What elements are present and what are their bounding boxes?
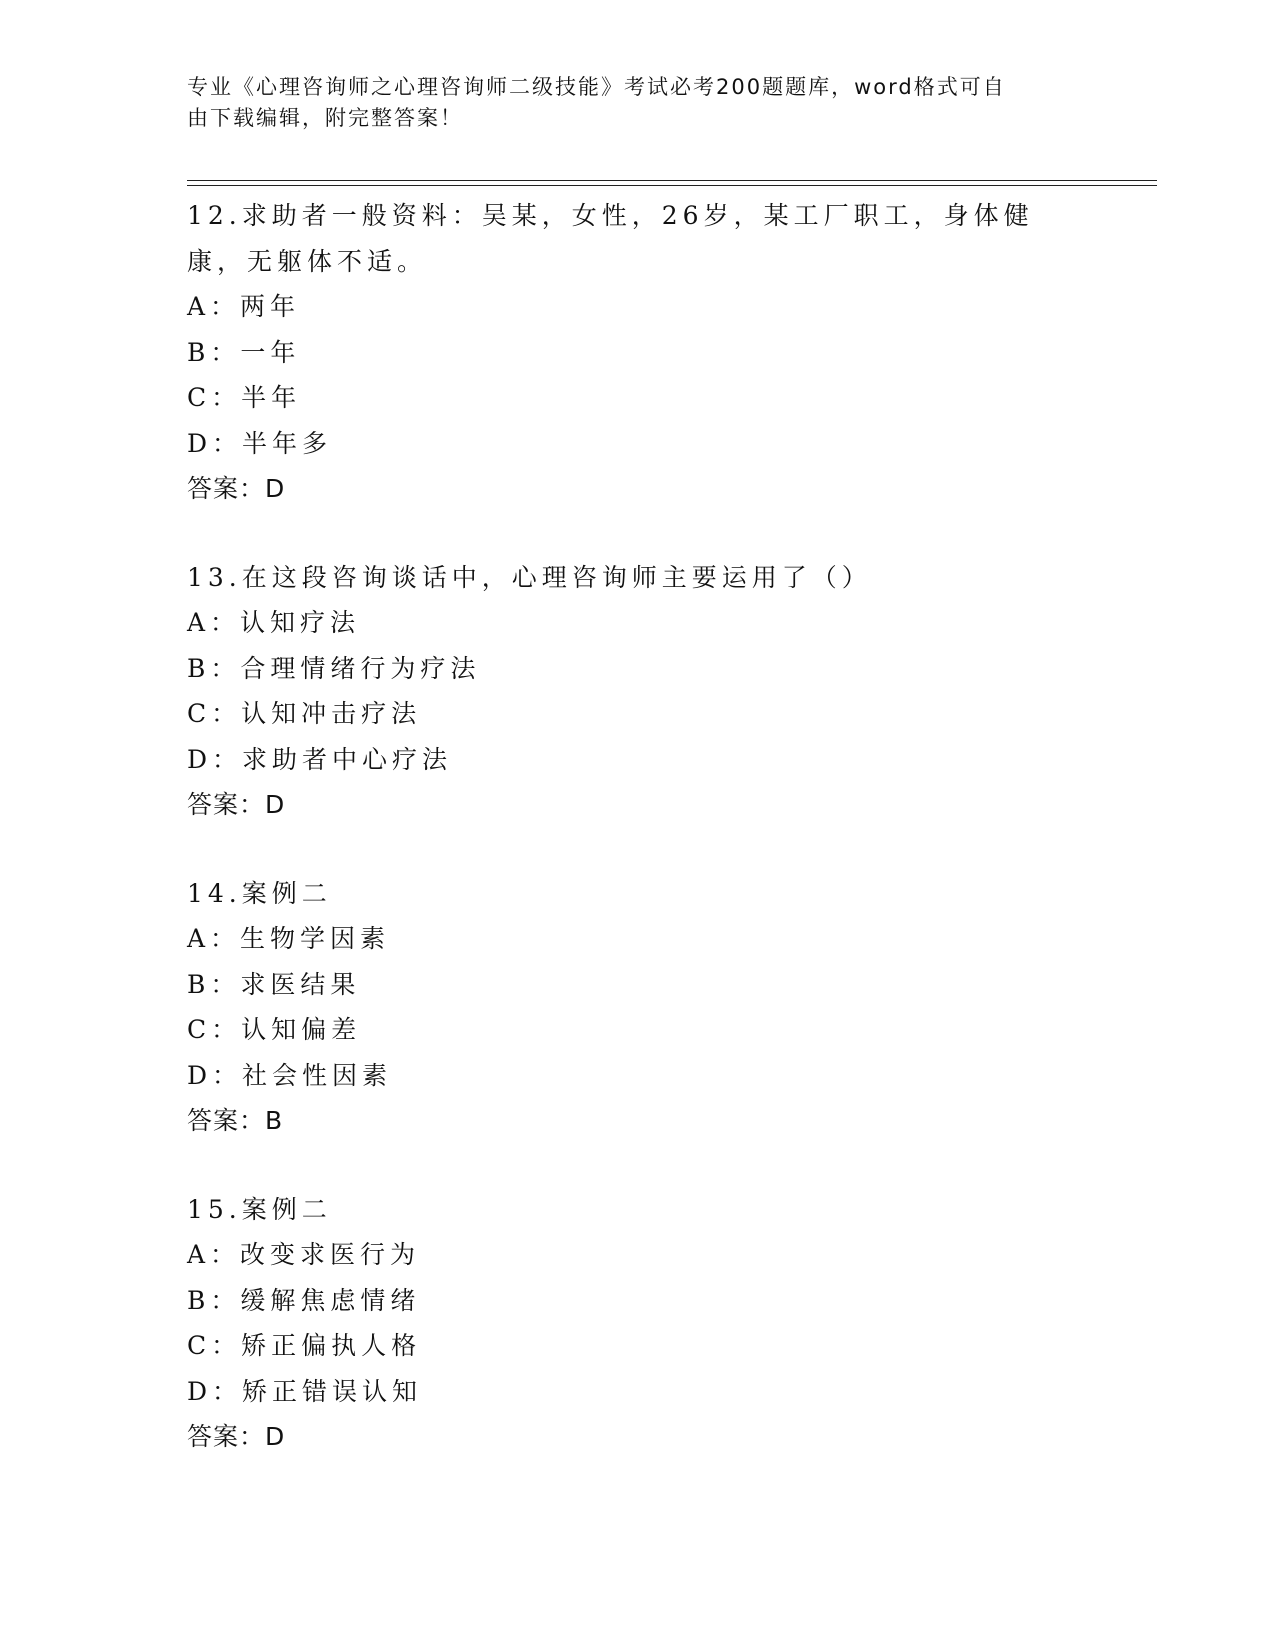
- header-divider-top: [187, 180, 1157, 181]
- answer: 答案：D: [187, 1422, 286, 1451]
- option-c: C：认知偏差: [187, 1015, 362, 1044]
- option-a: A：两年: [187, 292, 301, 321]
- question-text: 13.在这段咨询谈话中，心理咨询师主要运用了（）: [187, 562, 872, 592]
- header-line-1: 专业《心理咨询师之心理咨询师二级技能》考试必考200题题库，word格式可自: [187, 75, 1006, 99]
- question-text: 14.案例二: [187, 878, 332, 908]
- option-c: C：矫正偏执人格: [187, 1331, 422, 1360]
- question-14: [187, 871, 1087, 1144]
- option-b: B：合理情绪行为疗法: [187, 653, 481, 683]
- option-c: C：半年: [187, 383, 302, 412]
- option-d: D：求助者中心疗法: [187, 744, 453, 774]
- option-d: D：矫正错误认知: [187, 1376, 423, 1406]
- answer: 答案：B: [187, 1106, 284, 1135]
- answer: 答案：D: [187, 790, 286, 819]
- option-a: A：改变求医行为: [187, 1240, 421, 1269]
- header-line-2: 由下载编辑，附完整答案！: [187, 106, 463, 130]
- question-text: 12.求助者一般资料：吴某，女性，26岁，某工厂职工，身体健康，无躯体不适。: [187, 201, 1034, 276]
- option-b: B：一年: [187, 337, 301, 367]
- question-13: [187, 555, 1087, 828]
- option-a: A：生物学因素: [187, 924, 391, 953]
- option-d: D：半年多: [187, 428, 333, 458]
- option-d: D：社会性因素: [187, 1060, 393, 1090]
- option-a: A：认知疗法: [187, 608, 361, 637]
- document-header: [187, 72, 1067, 134]
- question-15: [187, 1187, 1087, 1460]
- question-12: [187, 193, 1087, 512]
- answer: 答案：D: [187, 474, 286, 503]
- header-divider-bottom: [187, 185, 1157, 186]
- option-c: C：认知冲击疗法: [187, 699, 422, 728]
- question-text: 15.案例二: [187, 1194, 332, 1224]
- option-b: B：求医结果: [187, 969, 361, 999]
- option-b: B：缓解焦虑情绪: [187, 1285, 421, 1315]
- question-list: [187, 193, 1087, 1503]
